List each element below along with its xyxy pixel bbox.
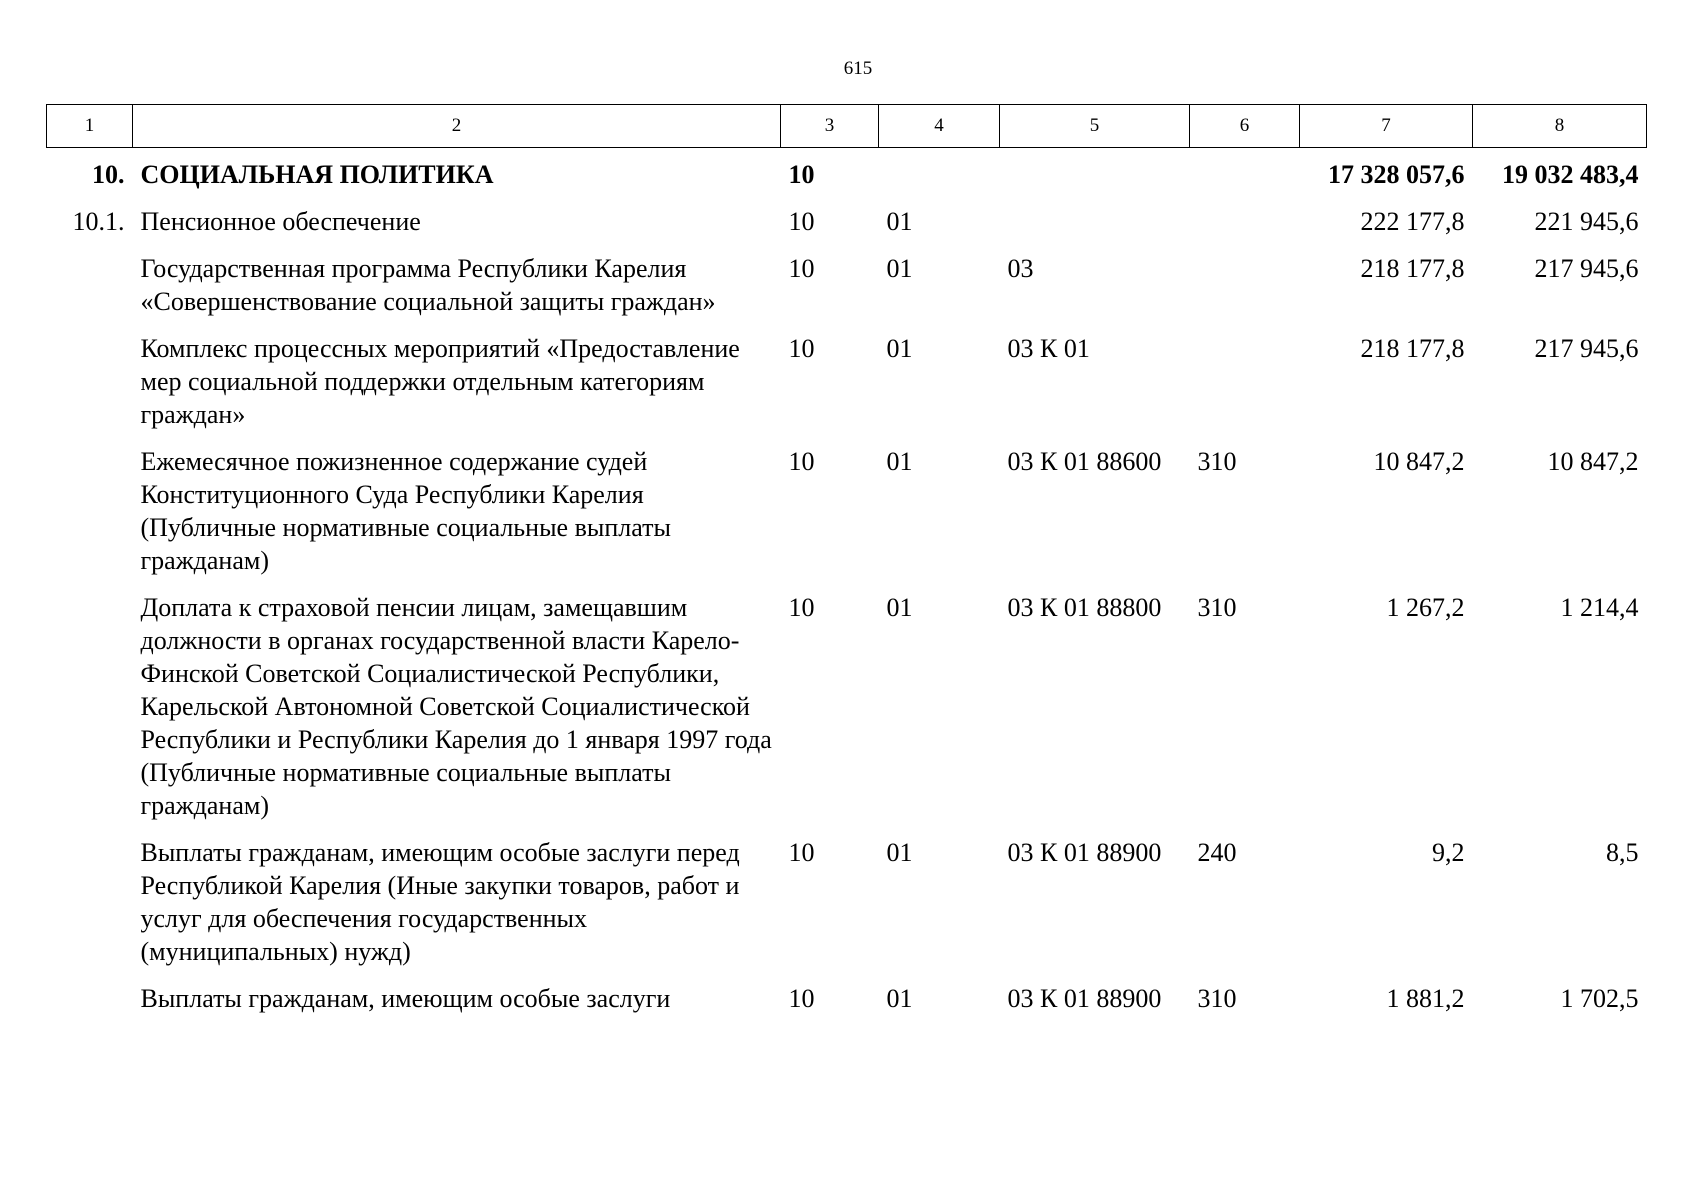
table-row [47,318,1647,431]
amount-year-1: 1 267,2 [1386,593,1465,622]
subsection-code: 01 [886,254,913,283]
expense-type-code: 310 [1197,593,1237,622]
expense-type-code [1190,148,1300,192]
header-cell: 8 [1473,105,1647,148]
amount-year-1: 218 177,8 [1360,254,1465,283]
subsection-code: 01 [886,334,913,363]
header-cell: 5 [1000,105,1190,148]
amount-year-1: 10 847,2 [1373,447,1465,476]
amount-year-1: 17 328 057,6 [1328,160,1465,189]
subsection-code: 01 [886,984,913,1013]
section-code: 10 [788,207,815,236]
column-number-header [47,105,1647,148]
row-name: Выплаты гражданам, имеющим особые заслуги [140,984,671,1013]
amount-year-2: 217 945,6 [1534,254,1639,283]
subsection-code: 01 [886,207,913,236]
expense-type-code [1190,238,1300,318]
header-cell: 1 [47,105,133,148]
row-name: Комплекс процессных мероприятий «Предоставление мер социальной поддержки отдельным категориям граждан» [140,334,740,429]
header-cell: 3 [781,105,879,148]
target-article-code: 03 [1007,254,1034,283]
section-code: 10 [788,334,815,363]
row-number [47,822,133,968]
amount-year-1: 222 177,8 [1360,207,1465,236]
header-cell: 6 [1190,105,1300,148]
section-code: 10 [788,838,815,867]
expense-type-code: 310 [1197,984,1237,1013]
table-row [47,148,1647,192]
expense-type-code: 310 [1197,447,1237,476]
table-row [47,431,1647,577]
amount-year-1: 218 177,8 [1360,334,1465,363]
expense-type-code [1190,318,1300,431]
row-number: 10. [92,160,125,189]
amount-year-2: 221 945,6 [1534,207,1639,236]
row-name: Доплата к страховой пенсии лицам, замещавшим должности в органах государственной власти Карело-Финской Советской Социалистической Республики, Карельской Автономной Советской Социалистической Республики и Республики Карелия до 1 января 1997 года (Публичные нормативные социальные выплаты гражданам) [140,593,772,820]
amount-year-2: 10 847,2 [1547,447,1639,476]
subsection-code [879,148,1000,192]
expense-type-code [1190,191,1300,238]
table-row [47,577,1647,822]
table-row [47,191,1647,238]
amount-year-2: 1 702,5 [1560,984,1639,1013]
row-number: 10.1. [72,207,125,236]
table-row [47,822,1647,968]
amount-year-2: 8,5 [1606,838,1639,867]
target-article-code [1000,148,1190,192]
target-article-code: 03 К 01 88900 [1007,984,1162,1013]
section-code: 10 [788,984,815,1013]
section-code: 10 [788,160,815,189]
section-code: 10 [788,254,815,283]
target-article-code: 03 К 01 88600 [1007,447,1162,476]
row-number [47,431,133,577]
header-cell: 4 [879,105,1000,148]
row-number [47,577,133,822]
budget-table [46,104,1647,1015]
table-row [47,238,1647,318]
row-number [47,968,133,1015]
row-name: СОЦИАЛЬНАЯ ПОЛИТИКА [140,160,494,189]
table-row [47,968,1647,1015]
row-number [47,238,133,318]
amount-year-1: 1 881,2 [1386,984,1465,1013]
page-number: 615 [843,58,873,79]
expense-type-code: 240 [1197,838,1237,867]
target-article-code: 03 К 01 88900 [1007,838,1162,867]
row-name: Государственная программа Республики Карелия «Совершенствование социальной защиты граждан» [140,254,716,316]
target-article-code [1000,191,1190,238]
amount-year-1: 9,2 [1432,838,1465,867]
section-code: 10 [788,593,815,622]
row-name: Пенсионное обеспечение [140,207,421,236]
subsection-code: 01 [886,593,913,622]
section-code: 10 [788,447,815,476]
header-cell: 2 [133,105,781,148]
subsection-code: 01 [886,447,913,476]
amount-year-2: 217 945,6 [1534,334,1639,363]
target-article-code: 03 К 01 [1007,334,1090,363]
row-name: Ежемесячное пожизненное содержание судей Конституционного Суда Республики Карелия (Публичные нормативные социальные выплаты гражданам) [140,447,671,575]
header-cell: 7 [1300,105,1473,148]
row-name: Выплаты гражданам, имеющим особые заслуги перед Республикой Карелия (Иные закупки товаров, работ и услуг для обеспечения государственных (муниципальных) нужд) [140,838,740,966]
amount-year-2: 19 032 483,4 [1502,160,1639,189]
target-article-code: 03 К 01 88800 [1007,593,1162,622]
amount-year-2: 1 214,4 [1560,593,1639,622]
subsection-code: 01 [886,838,913,867]
row-number [47,318,133,431]
